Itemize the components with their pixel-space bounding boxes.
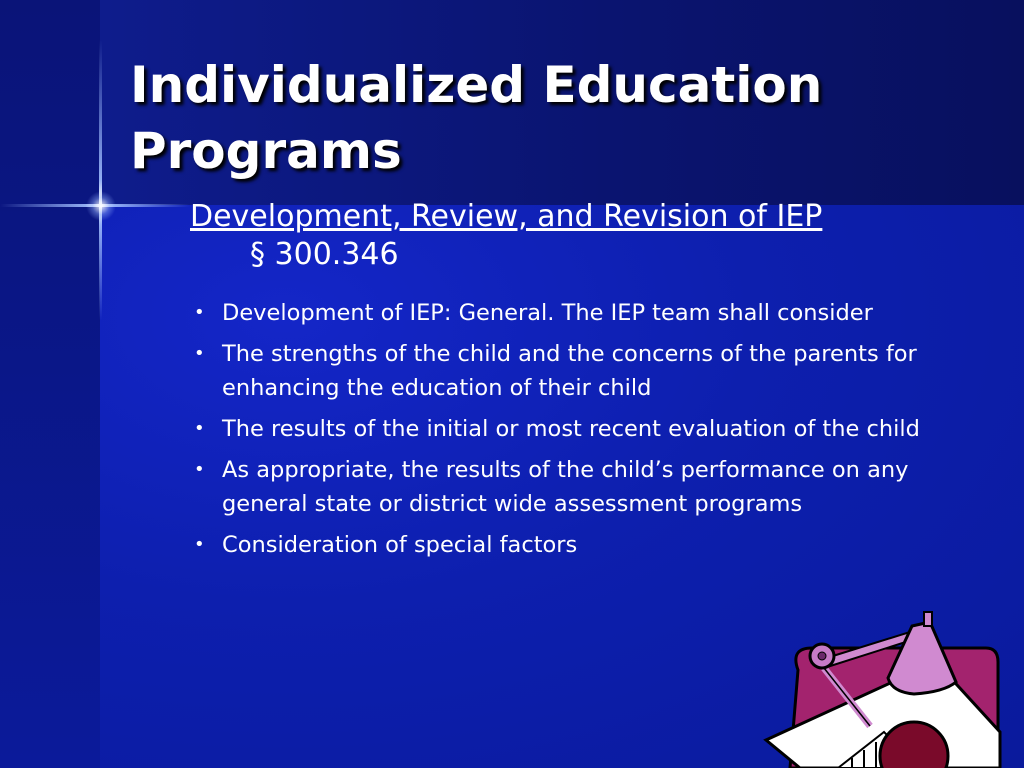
bullet-icon: • [194, 459, 205, 480]
bullet-list [190, 296, 990, 569]
list-item [190, 412, 990, 446]
bullet-text: As appropriate, the results of the child’s performance on any general state or district wide assessment programs [222, 457, 909, 517]
light-flare-center [86, 191, 116, 221]
list-item [190, 296, 990, 330]
subheading-section-reference: § 300.346 [250, 237, 399, 272]
subheading [190, 198, 990, 274]
list-item [190, 453, 990, 521]
bullet-icon: • [194, 343, 205, 364]
bullet-text: Consideration of special factors [222, 532, 578, 558]
bullet-text: Development of IEP: General. The IEP team shall consider [222, 300, 873, 326]
bullet-icon: • [194, 302, 205, 323]
bullet-icon: • [194, 534, 205, 555]
list-item [190, 337, 990, 405]
desk-lamp-and-documents-icon [760, 608, 1024, 768]
subheading-title: Development, Review, and Revision of IEP [190, 199, 823, 234]
light-flare-vertical [99, 40, 102, 320]
slide-title: Individualized Education Programs [130, 56, 823, 180]
bullet-icon: • [194, 418, 205, 439]
list-item [190, 528, 990, 562]
background-left-band [0, 0, 100, 768]
bullet-text: The strengths of the child and the concerns of the parents for enhancing the education of their child [222, 341, 917, 401]
lamp-shade [888, 622, 956, 694]
bullet-text: The results of the initial or most recent evaluation of the child [222, 416, 920, 442]
